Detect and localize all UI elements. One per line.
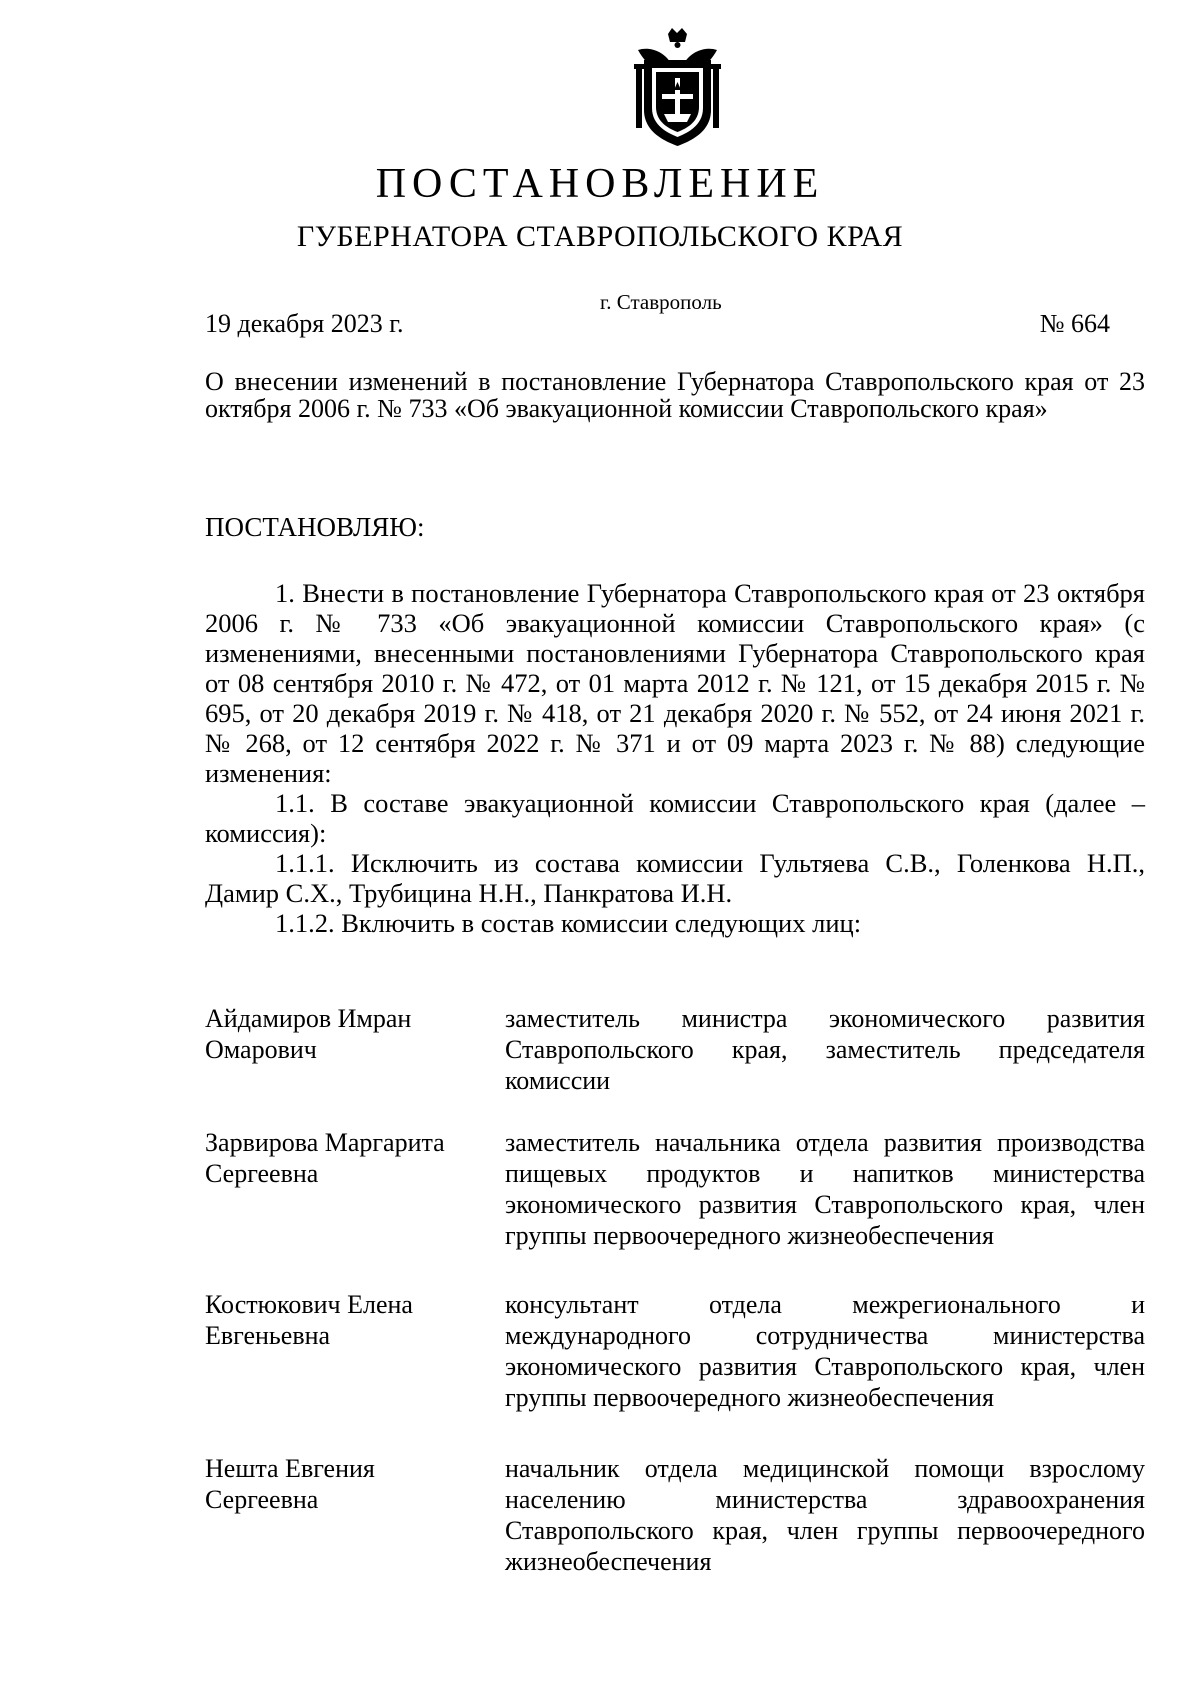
document-date: 19 декабря 2023 г. xyxy=(205,309,404,338)
document-title: ПОСТАНОВЛЕНИЕ xyxy=(375,161,825,207)
member-row xyxy=(205,1453,1145,1577)
member-row xyxy=(205,1289,1145,1453)
member-name xyxy=(205,1453,505,1577)
member-surname-given: Айдамиров Имран xyxy=(205,1004,412,1033)
paragraph-1-1: 1.1. В составе эвакуационной комиссии Ставропольского края (далее – комиссия): xyxy=(205,788,1145,848)
paragraph-1: 1. Внести в постановление Губернатора Ставропольского края от 23 октября 2006 г. № 733 «Об эвакуационной комиссии Ставропольского края» (с изменениями, внесенными постановлениями Губернатора Ставропольского края от 08 сентября 2010 г. № 472, от 01 марта 2012 г. № 121, от 15 декабря 2015 г. № 695, от 20 декабря 2019 г. № 418, от 21 декабря 2020 г. № 552, от 24 июня 2021 г. № 268, от 12 сентября 2022 г. № 371 и от 09 марта 2023 г. № 88) следующие изменения: xyxy=(205,578,1145,788)
paragraph-1-1-2: 1.1.2. Включить в состав комиссии следующих лиц: xyxy=(275,908,862,938)
document-city: г. Ставрополь xyxy=(600,290,722,314)
members-list xyxy=(205,1003,1145,1577)
member-role: заместитель министра экономического развития Ставропольского края, заместитель председателя комиссии xyxy=(505,1004,1145,1095)
member-row xyxy=(205,1003,1145,1127)
member-name xyxy=(205,1289,505,1453)
member-row xyxy=(205,1127,1145,1289)
document-number: № 664 xyxy=(1039,309,1110,338)
member-patronymic: Сергеевна xyxy=(205,1159,319,1188)
paragraph-1-1-1: 1.1.1. Исключить из состава комиссии Гультяева С.В., Голенкова Н.П., Дамир С.Х., Трубицина Н.Н., Панкратова И.Н. xyxy=(205,848,1145,908)
member-role: консультант отдела межрегионального и международного сотрудничества министерства экономического развития Ставропольского края, член группы первоочередного жизнеобеспечения xyxy=(505,1290,1145,1412)
document-body xyxy=(205,578,1145,938)
member-name xyxy=(205,1127,505,1289)
member-surname-given: Костюкович Елена xyxy=(205,1290,413,1319)
member-patronymic: Евгеньевна xyxy=(205,1321,331,1350)
member-patronymic: Сергеевна xyxy=(205,1485,319,1514)
member-role: заместитель начальника отдела развития производства пищевых продуктов и напитков министерства экономического развития Ставропольского края, член группы первоочередного жизнеобеспечения xyxy=(505,1128,1145,1250)
member-name xyxy=(205,1003,505,1127)
coat-of-arms-icon xyxy=(630,28,725,148)
decree-heading: ПОСТАНОВЛЯЮ: xyxy=(205,512,425,542)
document-issuer: ГУБЕРНАТОРА СТАВРОПОЛЬСКОГО КРАЯ xyxy=(296,220,904,253)
member-role: начальник отдела медицинской помощи взрослому населению министерства здравоохранения Ставропольского края, член группы первоочередного жизнеобеспечения xyxy=(505,1454,1145,1576)
member-surname-given: Нешта Евгения xyxy=(205,1454,375,1483)
member-patronymic: Омарович xyxy=(205,1035,317,1064)
member-surname-given: Зарвирова Маргарита xyxy=(205,1128,445,1157)
document-subject: О внесении изменений в постановление Губернатора Ставропольского края от 23 октября 2006 г. № 733 «Об эвакуационной комиссии Ставропольского края» xyxy=(205,367,1145,423)
